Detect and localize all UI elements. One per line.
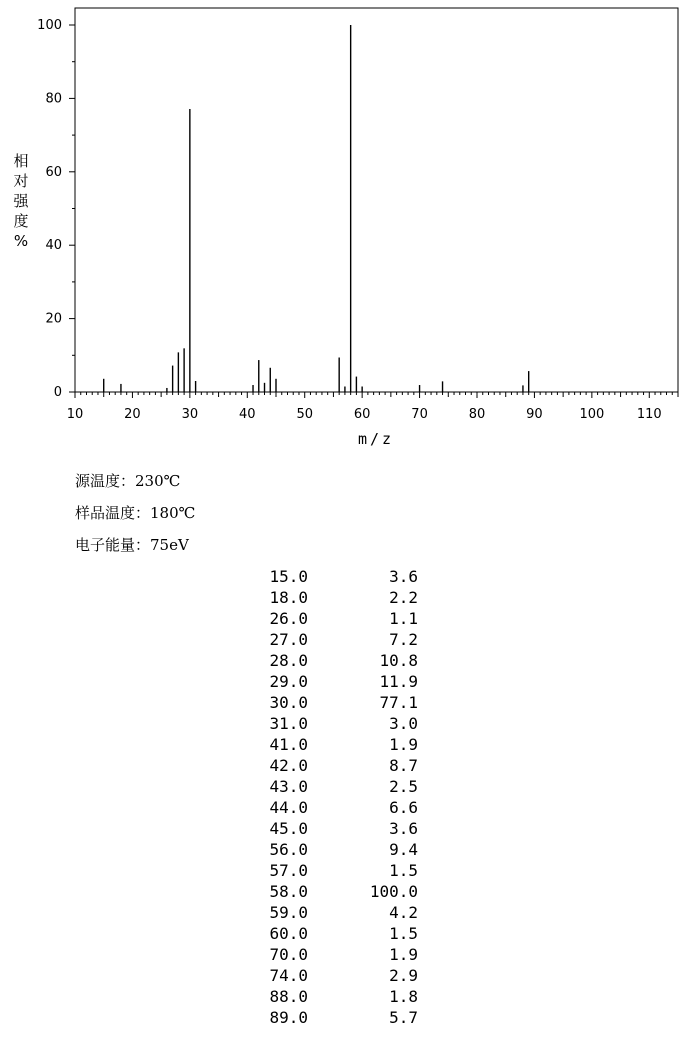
y-tick-label: 20 (45, 311, 62, 327)
x-tick-label: 110 (636, 407, 662, 422)
peak-intensity: 7.2 (389, 630, 418, 649)
peak-intensity: 3.6 (389, 567, 418, 586)
peak-table-row (0, 734, 680, 755)
sample-temperature-value: 180℃ (150, 504, 196, 522)
peak-table-row (0, 629, 680, 650)
peak-mz: 44.0 (269, 798, 308, 817)
peak-table-row (0, 965, 680, 986)
peak-intensity: 1.5 (389, 861, 418, 880)
peak-mz: 31.0 (269, 714, 308, 733)
peak-intensity: 77.1 (379, 693, 418, 712)
peak-mz: 26.0 (269, 609, 308, 628)
peak-mz: 15.0 (269, 567, 308, 586)
y-axis-label-char: 相 (13, 152, 29, 170)
peak-intensity: 2.5 (389, 777, 418, 796)
y-tick-label: 40 (45, 238, 62, 254)
peak-table-row (0, 1007, 680, 1028)
peak-table-row (0, 671, 680, 692)
spectrum-bars (104, 25, 529, 392)
peak-mz: 28.0 (269, 651, 308, 670)
peak-table-row (0, 944, 680, 965)
source-temperature-label: 源温度： (75, 472, 136, 490)
peak-table-row (0, 587, 680, 608)
x-axis-label: m/z (357, 430, 395, 448)
plot-frame (75, 8, 678, 392)
peak-mz: 45.0 (269, 819, 308, 838)
peak-intensity: 1.9 (389, 735, 418, 754)
peak-table-row (0, 692, 680, 713)
peak-table-row (0, 902, 680, 923)
x-tick-label: 30 (181, 407, 199, 422)
peak-intensity: 6.6 (389, 798, 418, 817)
peak-table-row (0, 818, 680, 839)
y-tick-label: 60 (45, 164, 62, 180)
peak-table-row (0, 650, 680, 671)
peak-mz: 29.0 (269, 672, 308, 691)
peak-intensity: 1.1 (389, 609, 418, 628)
peak-intensity: 5.7 (389, 1008, 418, 1027)
peak-mz: 89.0 (269, 1008, 308, 1027)
sample-temperature (75, 497, 195, 529)
peak-intensity: 1.5 (389, 924, 418, 943)
peak-mz: 74.0 (269, 966, 308, 985)
electron-energy-value: 75eV (150, 536, 189, 554)
peak-table-row (0, 755, 680, 776)
peak-mz: 59.0 (269, 903, 308, 922)
peak-table-row (0, 839, 680, 860)
peak-table-row (0, 923, 680, 944)
x-tick-label: 20 (124, 407, 141, 422)
peak-intensity: 2.9 (389, 966, 418, 985)
source-temperature (75, 465, 195, 497)
x-tick-label: 100 (579, 407, 605, 422)
y-tick-label: 0 (53, 385, 62, 400)
peak-table-row (0, 797, 680, 818)
source-temperature-value: 230℃ (135, 472, 181, 490)
peak-table (0, 566, 680, 1028)
peak-table-row (0, 608, 680, 629)
peak-mz: 27.0 (269, 630, 308, 649)
x-tick-label: 60 (353, 407, 371, 422)
y-axis-label-char: % (13, 232, 29, 250)
x-tick-label: 40 (239, 407, 256, 422)
y-tick-label: 80 (45, 91, 62, 107)
x-tick-label: 80 (468, 407, 486, 422)
peak-intensity: 1.9 (389, 945, 418, 964)
peak-intensity: 10.8 (379, 651, 418, 670)
y-axis-label-char: 度 (13, 212, 29, 230)
peak-table-row (0, 713, 680, 734)
peak-mz: 42.0 (269, 756, 308, 775)
y-tick-label: 100 (37, 18, 62, 33)
peak-intensity: 8.7 (389, 756, 418, 775)
peak-mz: 58.0 (269, 882, 308, 901)
axis-ticks (37, 18, 678, 422)
peak-table-row (0, 860, 680, 881)
peak-intensity: 100.0 (369, 882, 418, 901)
peak-mz: 57.0 (269, 861, 308, 880)
peak-mz: 18.0 (269, 588, 308, 607)
peak-mz: 60.0 (269, 924, 308, 943)
x-tick-label: 50 (296, 407, 313, 422)
peak-table-row (0, 776, 680, 797)
peak-table-row (0, 566, 680, 587)
peak-intensity: 9.4 (389, 840, 418, 859)
peak-intensity: 4.2 (389, 903, 418, 922)
peak-intensity: 11.9 (379, 672, 418, 691)
y-axis-label-char: 强 (13, 192, 29, 210)
electron-energy-label: 电子能量： (75, 536, 151, 554)
electron-energy (75, 529, 195, 561)
sample-temperature-label: 样品温度： (75, 504, 151, 522)
peak-mz: 41.0 (269, 735, 308, 754)
peak-mz: 56.0 (269, 840, 308, 859)
mass-spectrum-chart (0, 0, 680, 455)
peak-intensity: 1.8 (389, 987, 418, 1006)
peak-intensity: 3.0 (389, 714, 418, 733)
acquisition-conditions (75, 465, 195, 561)
y-axis-label-char: 对 (13, 172, 29, 190)
x-tick-label: 70 (411, 407, 428, 422)
y-axis-label (13, 152, 29, 250)
x-tick-label: 10 (66, 407, 84, 422)
peak-mz: 70.0 (269, 945, 308, 964)
peak-mz: 30.0 (269, 693, 308, 712)
peak-table-row (0, 986, 680, 1007)
x-tick-label: 90 (526, 407, 543, 422)
peak-intensity: 3.6 (389, 819, 418, 838)
peak-mz: 43.0 (269, 777, 308, 796)
peak-table-row (0, 881, 680, 902)
peak-intensity: 2.2 (389, 588, 418, 607)
peak-mz: 88.0 (269, 987, 308, 1006)
